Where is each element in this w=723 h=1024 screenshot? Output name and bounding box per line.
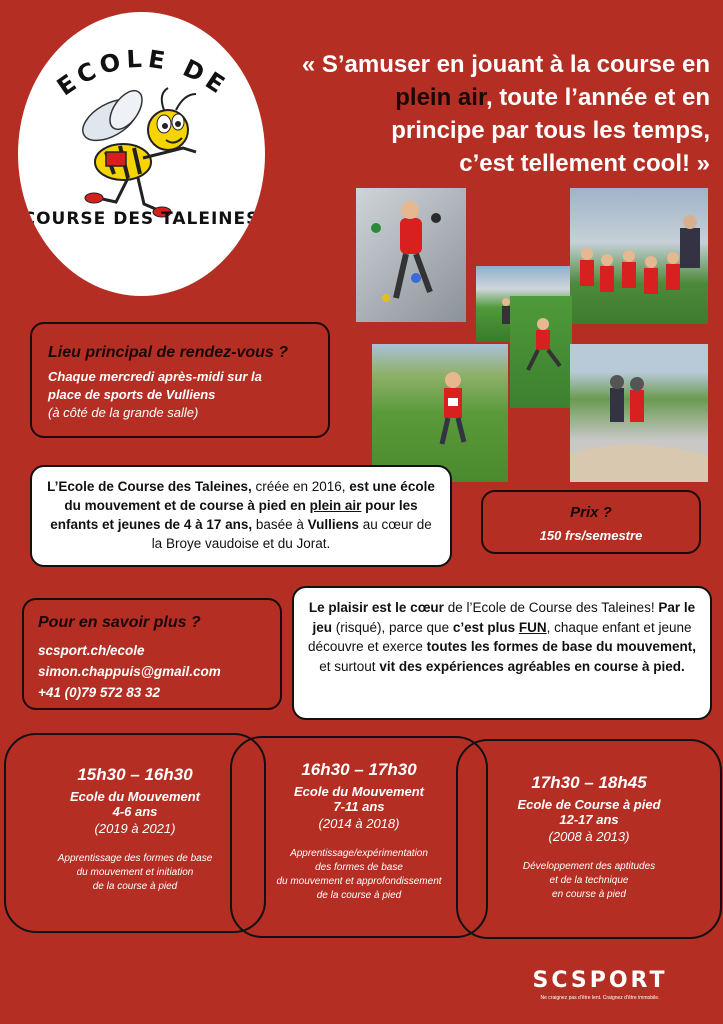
slot-time: 17h30 – 18h45 — [531, 773, 647, 792]
running-photo-graphic — [372, 344, 508, 482]
quote-line-2 — [258, 81, 710, 114]
leap-photo-graphic — [510, 296, 572, 408]
slot-desc-line: et de la technique — [549, 875, 629, 886]
quote-line-2-rest: , toute l’année et en — [485, 84, 710, 111]
slot-years: (2008 à 2013) — [548, 829, 630, 844]
slot-desc-line: de la course à pied — [92, 881, 178, 892]
price-title: Prix ? — [570, 504, 612, 521]
quote-line-4: c’est tellement cool! » — [459, 150, 710, 177]
intro-based: basée à — [252, 517, 308, 532]
price-value: 150 frs/semestre — [539, 528, 643, 543]
schedule-slot-1 — [4, 733, 266, 933]
logo-graphic — [18, 12, 265, 296]
schedule-slot-3 — [456, 739, 722, 939]
slot-name: Ecole du Mouvement — [293, 784, 425, 799]
contact-title: Pour en savoir plus ? — [38, 614, 201, 631]
photo-child-leaping — [510, 296, 572, 408]
intro-box — [30, 465, 452, 567]
schedule-slot-2 — [230, 736, 488, 938]
meeting-line-3: (à côté de la grande salle) — [48, 405, 199, 420]
climbing-photo-graphic — [356, 188, 466, 322]
slot-age: 7-11 ans — [333, 799, 385, 814]
price-box — [481, 490, 701, 554]
headline-quote — [258, 48, 710, 180]
pleasure-forms: toutes les formes de base du mouvement, — [426, 639, 696, 654]
intro-ages: pour les enfants et jeunes de 4 à 17 ans, — [50, 498, 418, 532]
slot-years: (2014 à 2018) — [318, 816, 400, 831]
scooter-photo-graphic — [570, 344, 708, 482]
sponsor-name: SCSPORT — [532, 968, 668, 993]
pleasure-game: Par le jeu — [312, 600, 696, 635]
slot-time: 15h30 – 16h30 — [77, 765, 193, 784]
pleasure-above: et surtout — [319, 658, 380, 674]
pleasure-discover: , chaque enfant et jeune découvre et exerce — [308, 619, 692, 654]
meeting-place-box — [30, 322, 330, 438]
quote-line-3: principe par tous les temps, — [391, 117, 710, 144]
photo-climbing-wall — [356, 188, 466, 322]
contact-website-link[interactable]: scsport.ch/ecole — [38, 643, 145, 658]
slot-desc-line: en course à pied — [552, 889, 626, 900]
slot-age: 12-17 ans — [559, 812, 619, 827]
slot-desc-line: Développement des aptitudes — [522, 861, 656, 872]
pleasure-experiences: vit des expériences agréables en course à pied. — [379, 658, 685, 674]
intro-outdoor: plein air — [309, 498, 362, 513]
quote-highlight: plein air — [395, 84, 486, 111]
intro-text — [46, 477, 436, 553]
contact-email-link[interactable]: simon.chappuis@gmail.com — [38, 664, 221, 679]
logo-top-text: ECOLE DE — [51, 44, 234, 102]
slot-name: Ecole du Mouvement — [69, 789, 201, 804]
meeting-title: Lieu principal de rendez-vous ? — [48, 344, 289, 361]
meeting-line-2: place de sports de Vulliens — [48, 387, 216, 402]
pleasure-school: de l’Ecole de Course des Taleines! — [443, 600, 659, 615]
pleasure-fun: FUN — [518, 619, 547, 635]
contact-box — [22, 598, 282, 710]
intro-region: au cœur de la Broye vaudoise et du Jorat. — [151, 517, 432, 551]
slot-time: 16h30 – 17h30 — [301, 760, 417, 779]
slot-desc-line: des formes de base — [315, 862, 403, 873]
slot-desc-line: du mouvement et initiation — [76, 867, 194, 878]
pleasure-heart: Le plaisir est le cœur — [308, 600, 444, 615]
bee-mascot-icon — [76, 85, 196, 217]
pleasure-risky: (risqué), parce que — [332, 619, 453, 635]
photo-group-children — [570, 188, 708, 324]
intro-name: L’Ecole de Course des Taleines, — [47, 479, 252, 494]
meeting-line-1: Chaque mercredi après-midi sur la — [48, 369, 262, 384]
pleasure-text — [306, 598, 698, 676]
photo-scooter-ramp — [570, 344, 708, 482]
school-logo — [18, 12, 265, 296]
intro-founded: créée en 2016, — [251, 479, 350, 494]
sponsor-logo — [520, 968, 680, 1012]
intro-school: est une école du mouvement et de course à pied en — [64, 479, 435, 513]
pleasure-more: c’est plus — [452, 619, 519, 635]
sponsor-tagline: Ne craignez pas d’être lent. Craignez d’être immobile. — [540, 995, 660, 1001]
slot-age: 4-6 ans — [112, 804, 158, 819]
slot-desc-line: Apprentissage/expérimentation — [290, 848, 428, 859]
pleasure-box — [292, 586, 712, 720]
intro-town: Vulliens — [307, 517, 359, 532]
slot-years: (2019 à 2021) — [94, 821, 176, 836]
slot-name: Ecole de Course à pied — [517, 797, 661, 812]
slot-desc-line: Apprentissage des formes de base — [57, 853, 213, 864]
slot-desc-line: du mouvement et approfondissement — [276, 876, 442, 887]
quote-line-1: « S’amuser en jouant à la course en — [301, 51, 710, 78]
slot-desc-line: de la course à pied — [316, 890, 402, 901]
group-photo-graphic — [570, 188, 708, 324]
photo-running-hill — [372, 344, 508, 482]
logo-bottom-text: COURSE DES TALEINES — [22, 209, 260, 229]
contact-phone: +41 (0)79 572 83 32 — [38, 685, 160, 700]
